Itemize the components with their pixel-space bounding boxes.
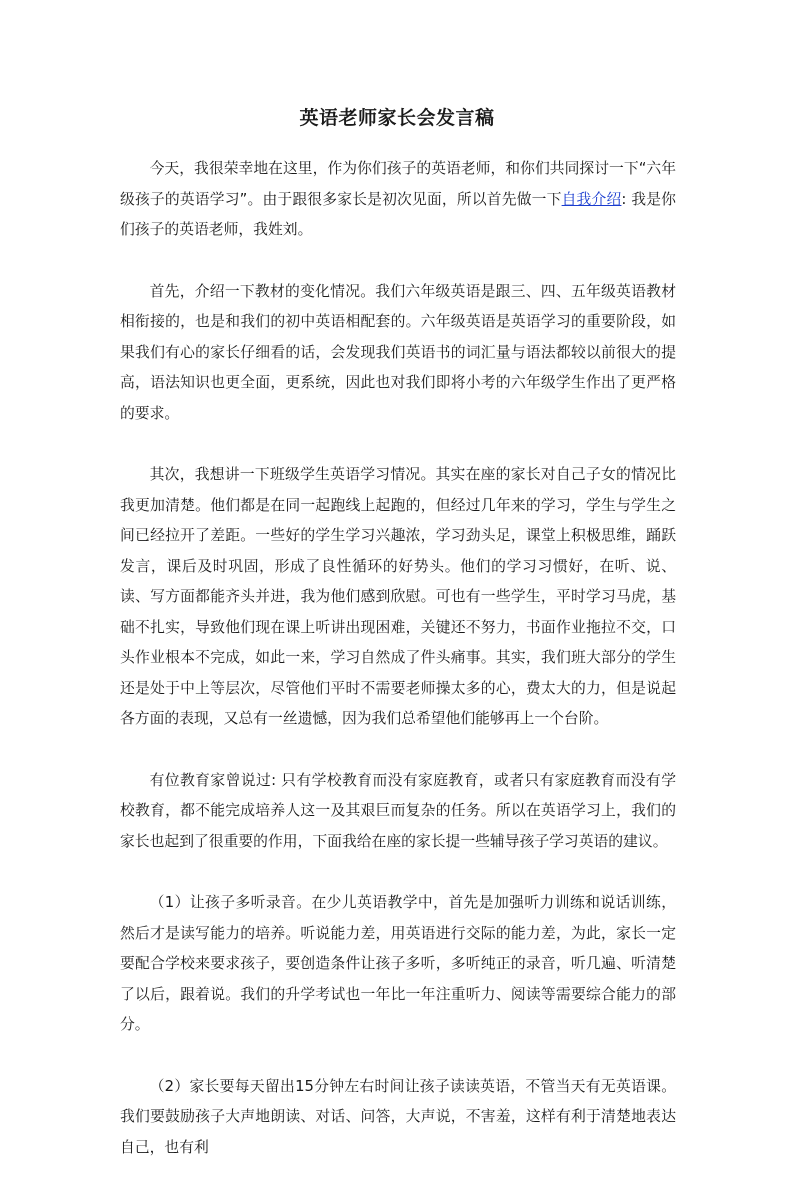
document-title: 英语老师家长会发言稿: [299, 107, 495, 129]
paragraph-textbook-changes: 首先，介绍一下教材的变化情况。我们六年级英语是跟三、四、五年级英语教材相衔接的，也是和我们的初中英语相配套的。六年级英语是英语学习的重要阶段，如果我们有心的家长仔细看的话，会发现我们英语书的词汇量与语法都较以前很大的提高，语法知识也更全面，更系统，因此也对我们即将小考的六年级学生作出了更严格的要求。: [120, 282, 676, 422]
self-introduction-link[interactable]: 自我介绍: [561, 190, 622, 208]
paragraph-class-situation: 其次，我想讲一下班级学生英语学习情况。其实在座的家长对自己子女的情况比我更加清楚。他们都是在同一起跑线上起跑的，但经过几年来的学习，学生与学生之间已经拉开了差距。一些好的学生学习兴趣浓，学习劲头足，课堂上积极思维，踊跃发言，课后及时巩固，形成了良性循环的好势头。他们的学习习惯好，在听、说、读、写方面都能齐头并进，我为他们感到欣慰。可也有一些学生，平时学习马虎，基础不扎实，导致他们现在课上听讲出现困难，关键还不努力，书面作业拖拉不交，口头作业根本不完成，如此一来，学习自然成了件头痛事。其实，我们班大部分的学生还是处于中上等层次，尽管他们平时不需要老师操太多的心，费太大的力，但是说起各方面的表现，又总有一丝遗憾，因为我们总希望他们能够再上一个台阶。: [120, 466, 676, 727]
paragraph-suggestion-2: （2）家长要每天留出15分钟左右时间让孩子读读英语，不管当天有无英语课。我们要鼓励孩子大声地朗读、对话、问答，大声说，不害羞，这样有利于清楚地表达自己，也有利: [120, 1077, 676, 1156]
paragraph-intro-text-before: 今天，我很荣幸地在这里，作为你们孩子的英语老师，和你们共同探讨一下“六年级孩子的英语学习”。由于跟很多家长是初次见面，所以首先做一下: [120, 160, 676, 208]
paragraph-family-education: 有位教育家曾说过: 只有学校教育而没有家庭教育，或者只有家庭教育而没有学校教育，都不能完成培养人这一及其艰巨而复杂的任务。所以在英语学习上，我们的家长也起到了很重要的作用，下面我给在座的家长提一些辅导孩子学习英语的建议。: [120, 771, 676, 850]
paragraph-suggestion-1: （1）让孩子多听录音。在少儿英语教学中，首先是加强听力训练和说话训练，然后才是读写能力的培养。听说能力差，用英语进行交际的能力差，为此，家长一定要配合学校来要求孩子，要创造条件让孩子多听，多听纯正的录音，听几遍、听清楚了以后，跟着说。我们的升学考试也一年比一年注重听力、阅读等需要综合能力的部分。: [120, 894, 676, 1033]
paragraph-intro: [120, 154, 676, 246]
document-body: [120, 154, 676, 1194]
paragraph-intro-text-after: : 我是你们孩子的英语老师，我姓刘。: [120, 190, 676, 238]
